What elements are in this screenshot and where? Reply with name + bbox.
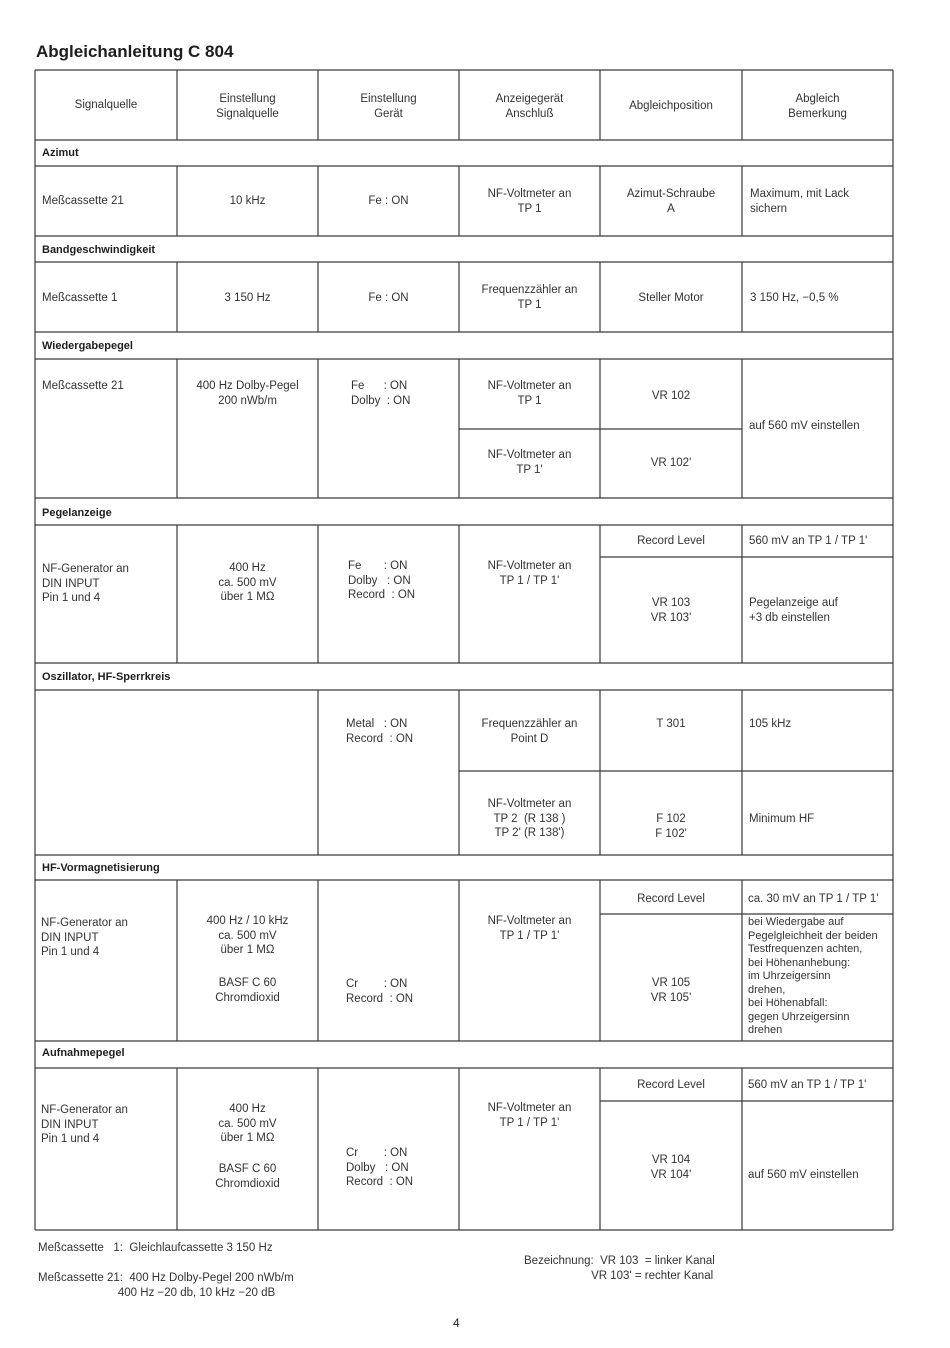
hfvormag-einst-geraet: Cr : ON Record : ON: [346, 978, 414, 1005]
aufnahme-bemerkung-2: auf 560 mV einstellen: [748, 1169, 859, 1181]
hfvormag-position-2: VR 105 VR 105': [650, 977, 692, 1004]
wiedergabe-einst-quelle: 400 Hz Dolby-Pegel 200 nWb/m: [196, 380, 299, 407]
document-title: Abgleichanleitung C 804: [36, 42, 234, 61]
section-oszillator: Oszillator, HF-Sperrkreis: [42, 671, 171, 683]
hfvormag-quelle: NF-Generator an DIN INPUT Pin 1 und 4: [41, 917, 128, 958]
oszillator-bemerkung-2: Minimum HF: [749, 813, 815, 825]
section-aufnahmepegel: Aufnahmepegel: [42, 1047, 125, 1059]
header-anzeigegeraet: Anzeigegerät Anschluß: [495, 93, 564, 120]
section-wiedergabepegel: Wiedergabepegel: [42, 340, 133, 352]
aufnahme-position-1: Record Level: [637, 1079, 705, 1091]
band-anzeige: Frequenzzähler an TP 1: [481, 284, 578, 311]
wiedergabe-anzeige-1: NF-Voltmeter an TP 1: [487, 380, 572, 407]
pegelanzeige-bemerkung-2: Pegelanzeige auf +3 db einstellen: [749, 597, 838, 624]
section-pegelanzeige: Pegelanzeige: [42, 507, 112, 519]
band-quelle: Meßcassette 1: [42, 292, 118, 304]
hfvormag-einst-quelle: 400 Hz / 10 kHz ca. 500 mV über 1 MΩ: [206, 915, 289, 956]
oszillator-bemerkung-1: 105 kHz: [749, 718, 792, 730]
wiedergabe-position-1: VR 102: [651, 390, 691, 402]
pegelanzeige-quelle: NF-Generator an DIN INPUT Pin 1 und 4: [42, 563, 129, 604]
header-signalquelle: Signalquelle: [74, 99, 138, 111]
azimut-quelle: Meßcassette 21: [42, 195, 124, 207]
footnote-bezeichnung: Bezeichnung: VR 103 = linker Kanal VR 103' = rechter Kanal: [524, 1255, 715, 1282]
aufnahme-bemerkung-1: 560 mV an TP 1 / TP 1': [748, 1079, 867, 1091]
oszillator-einst-geraet: Metal : ON Record : ON: [346, 718, 414, 745]
hfvormag-einst-quelle-2: BASF C 60 Chromdioxid: [215, 977, 280, 1004]
footnote-cassettes: Meßcassette 1: Gleichlaufcassette 3 150 Hz Meßcassette 21: 400 Hz Dolby-Pegel 200 nWb/m 400 Hz −20 db, 10 kHz −20 dB: [38, 1242, 294, 1299]
header-abgleichposition: Abgleichposition: [629, 100, 713, 112]
hfvormag-bemerkung-1: ca. 30 mV an TP 1 / TP 1': [748, 893, 879, 905]
aufnahme-quelle: NF-Generator an DIN INPUT Pin 1 und 4: [41, 1104, 128, 1145]
aufnahme-position-2: VR 104 VR 104': [650, 1154, 692, 1181]
pegelanzeige-bemerkung-1: 560 mV an TP 1 / TP 1': [749, 535, 868, 547]
wiedergabe-anzeige-2: NF-Voltmeter an TP 1': [487, 449, 572, 476]
section-bandgeschwindigkeit: Bandgeschwindigkeit: [42, 244, 156, 256]
pegelanzeige-anzeige: NF-Voltmeter an TP 1 / TP 1': [487, 560, 572, 587]
page-number: 4: [453, 1316, 460, 1330]
pegelanzeige-einst-geraet: Fe : ON Dolby : ON Record : ON: [348, 560, 416, 601]
azimut-einst-quelle: 10 kHz: [229, 195, 266, 207]
azimut-position: Azimut-Schraube A: [626, 188, 716, 215]
aufnahme-einst-quelle-2: BASF C 60 Chromdioxid: [215, 1163, 280, 1190]
band-einst-quelle: 3 150 Hz: [224, 292, 271, 304]
hfvormag-position-1: Record Level: [637, 893, 705, 905]
hfvormag-anzeige: NF-Voltmeter an TP 1 / TP 1': [487, 915, 572, 942]
oszillator-anzeige-1: Frequenzzähler an Point D: [481, 718, 578, 745]
section-azimut: Azimut: [42, 147, 79, 159]
aufnahme-einst-geraet: Cr : ON Dolby : ON Record : ON: [346, 1147, 414, 1188]
band-bemerkung: 3 150 Hz, −0,5 %: [750, 292, 839, 304]
aufnahme-einst-quelle: 400 Hz ca. 500 mV über 1 MΩ: [218, 1103, 277, 1144]
header-einstellung-signalquelle: Einstellung Signalquelle: [216, 93, 279, 120]
aufnahme-anzeige: NF-Voltmeter an TP 1 / TP 1': [487, 1102, 572, 1129]
wiedergabe-bemerkung: auf 560 mV einstellen: [749, 420, 860, 432]
wiedergabe-einst-geraet: Fe : ON Dolby : ON: [351, 380, 411, 407]
header-abgleich-bemerkung: Abgleich Bemerkung: [788, 93, 847, 120]
oszillator-anzeige-2: NF-Voltmeter an TP 2 (R 138 ) TP 2' (R 138'): [487, 798, 572, 839]
section-hf-vormagnetisierung: HF-Vormagnetisierung: [42, 862, 160, 874]
wiedergabe-position-2: VR 102': [650, 457, 692, 469]
pegelanzeige-position-1: Record Level: [637, 535, 705, 547]
pegelanzeige-einst-quelle: 400 Hz ca. 500 mV über 1 MΩ: [218, 562, 277, 603]
pegelanzeige-position-2: VR 103 VR 103': [650, 597, 692, 624]
band-position: Steller Motor: [638, 292, 704, 304]
band-einst-geraet: Fe : ON: [368, 292, 409, 304]
header-einstellung-geraet: Einstellung Gerät: [360, 93, 417, 120]
wiedergabe-quelle: Meßcassette 21: [42, 380, 124, 392]
azimut-bemerkung: Maximum, mit Lack sichern: [750, 188, 850, 215]
azimut-anzeige: NF-Voltmeter an TP 1: [487, 188, 572, 215]
hfvormag-bemerkung-2: bei Wiedergabe auf Pegelgleichheit der beiden Testfrequenzen achten, bei Höhenanhebung: im Uhrzeigersinn drehen, bei Höhenabfall: gegen Uhrzeigersinn drehen: [748, 916, 878, 1036]
azimut-einst-geraet: Fe : ON: [368, 195, 409, 207]
oszillator-position-2: F 102 F 102': [655, 813, 687, 840]
oszillator-position-1: T 301: [656, 718, 686, 730]
